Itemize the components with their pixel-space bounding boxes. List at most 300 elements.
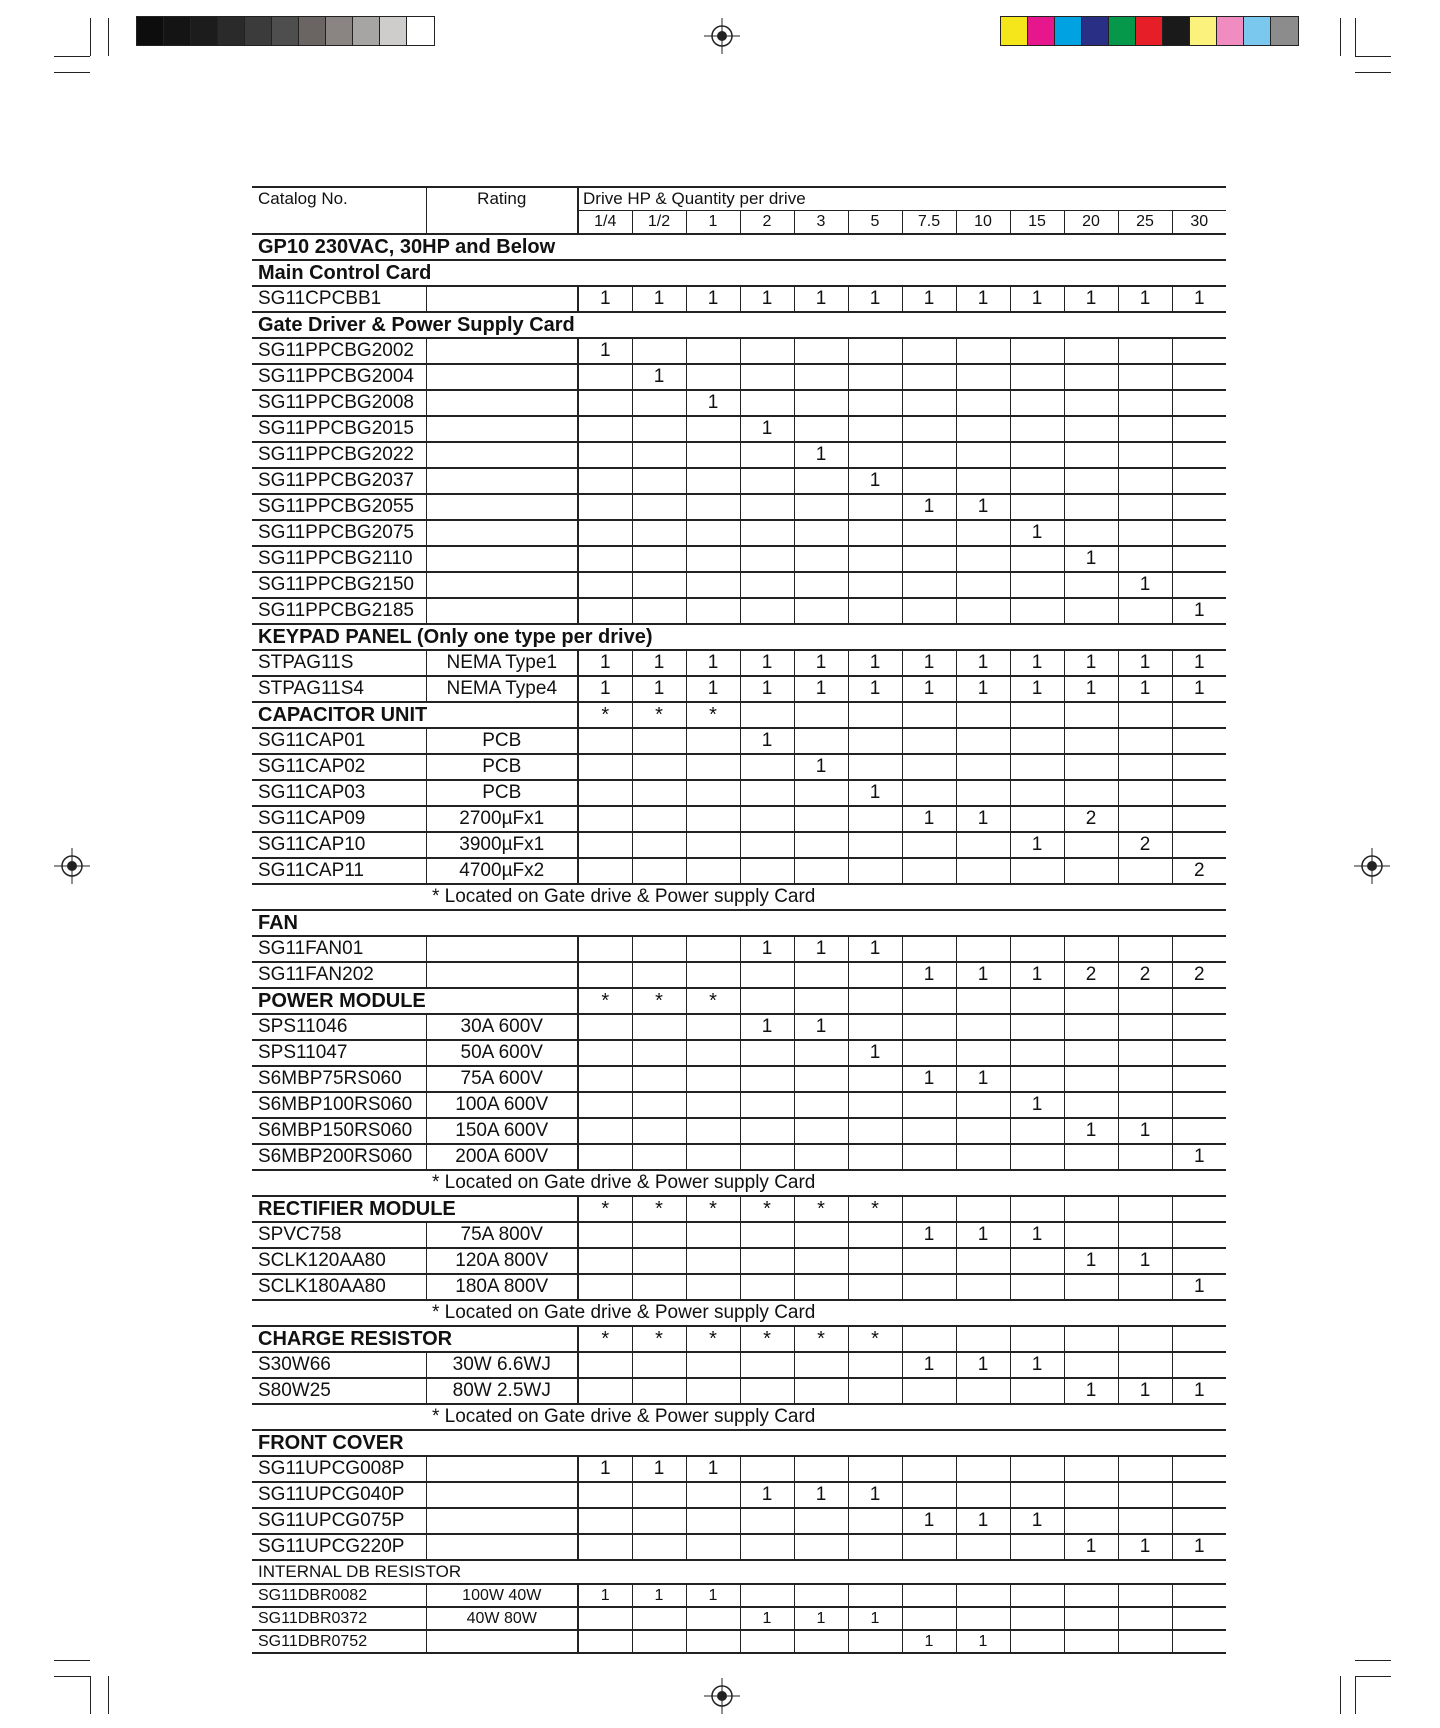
table-row [252, 468, 1226, 494]
quantity-cell: * [578, 1196, 632, 1222]
quantity-cell [632, 754, 686, 780]
quantity-cell [794, 1456, 848, 1482]
crop-mark [1355, 1660, 1391, 1661]
quantity-cell: 1 [1010, 1508, 1064, 1534]
crop-mark [54, 1676, 90, 1677]
quantity-cell [740, 442, 794, 468]
table-row [252, 1508, 1226, 1534]
quantity-cell: 1 [1064, 676, 1118, 702]
rating-cell [426, 988, 578, 1014]
table-row [252, 1274, 1226, 1300]
crop-mark [1355, 1676, 1391, 1677]
quantity-cell [1010, 1196, 1064, 1222]
catalog-number: SG11PPCBG2022 [252, 442, 426, 468]
quantity-cell [632, 1482, 686, 1508]
quantity-cell [1172, 754, 1226, 780]
quantity-cell [1172, 1607, 1226, 1630]
quantity-cell [794, 728, 848, 754]
catalog-number: S6MBP100RS060 [252, 1092, 426, 1118]
color-swatch [1271, 17, 1298, 45]
quantity-cell [740, 1534, 794, 1560]
quantity-cell [578, 1508, 632, 1534]
quantity-cell: 1 [902, 1630, 956, 1653]
rating-cell [426, 1508, 578, 1534]
quantity-cell [740, 858, 794, 884]
quantity-cell [1118, 416, 1172, 442]
quantity-cell [794, 780, 848, 806]
quantity-cell [1118, 702, 1172, 728]
color-swatch [1136, 17, 1163, 45]
catalog-number: SPVC758 [252, 1222, 426, 1248]
quantity-cell [686, 780, 740, 806]
quantity-cell [902, 780, 956, 806]
quantity-cell [848, 1508, 902, 1534]
catalog-number: SG11PPCBG2055 [252, 494, 426, 520]
quantity-cell: 2 [1064, 962, 1118, 988]
quantity-cell: 1 [902, 676, 956, 702]
section-title: INTERNAL DB RESISTOR [252, 1560, 1226, 1584]
section-row [252, 624, 1226, 650]
color-swatch [272, 17, 299, 45]
quantity-cell [956, 988, 1010, 1014]
quantity-cell [794, 364, 848, 390]
quantity-cell [902, 754, 956, 780]
quantity-cell [632, 780, 686, 806]
quantity-cell [956, 1092, 1010, 1118]
quantity-cell [632, 1092, 686, 1118]
quantity-cell [956, 1534, 1010, 1560]
quantity-cell [1010, 1248, 1064, 1274]
quantity-cell [794, 598, 848, 624]
quantity-cell [902, 1144, 956, 1170]
quantity-cell [578, 390, 632, 416]
quantity-cell [740, 780, 794, 806]
quantity-cell [956, 1274, 1010, 1300]
quantity-cell [902, 1040, 956, 1066]
section-title: CAPACITOR UNIT [252, 702, 426, 728]
quantity-cell [1118, 598, 1172, 624]
quantity-cell [956, 1040, 1010, 1066]
quantity-cell [848, 364, 902, 390]
quantity-cell [578, 1607, 632, 1630]
quantity-cell: 1 [1010, 650, 1064, 676]
quantity-cell: 1 [848, 676, 902, 702]
quantity-cell [1064, 754, 1118, 780]
quantity-cell [848, 754, 902, 780]
color-swatch [353, 17, 380, 45]
quantity-cell [848, 494, 902, 520]
quantity-cell [1010, 1274, 1064, 1300]
quantity-cell [794, 1584, 848, 1607]
quantity-cell [902, 988, 956, 1014]
quantity-cell: 1 [686, 1584, 740, 1607]
quantity-cell: 1 [1172, 598, 1226, 624]
section-row [252, 988, 1226, 1014]
quantity-cell [740, 1352, 794, 1378]
quantity-cell [902, 520, 956, 546]
catalog-number: SG11PPCBG2110 [252, 546, 426, 572]
table-row [252, 650, 1226, 676]
catalog-number: STPAG11S4 [252, 676, 426, 702]
quantity-cell [1064, 520, 1118, 546]
quantity-cell [848, 546, 902, 572]
quantity-cell: 1 [956, 1630, 1010, 1653]
section-row [252, 702, 1226, 728]
quantity-cell [578, 832, 632, 858]
quantity-cell [686, 598, 740, 624]
quantity-cell: 1 [578, 1456, 632, 1482]
quantity-cell [902, 1378, 956, 1404]
quantity-cell [794, 1066, 848, 1092]
quantity-cell [956, 1326, 1010, 1352]
quantity-cell [1172, 1630, 1226, 1653]
quantity-cell [794, 338, 848, 364]
table-row [252, 936, 1226, 962]
quantity-cell [632, 962, 686, 988]
quantity-cell [578, 598, 632, 624]
quantity-cell [1172, 1326, 1226, 1352]
footnote-row [252, 884, 1226, 910]
quantity-cell [794, 1508, 848, 1534]
quantity-cell [632, 390, 686, 416]
quantity-cell: 1 [1010, 832, 1064, 858]
catalog-number: SG11PPCBG2150 [252, 572, 426, 598]
quantity-cell [686, 468, 740, 494]
quantity-cell [848, 806, 902, 832]
quantity-cell [956, 338, 1010, 364]
quantity-cell [1118, 1014, 1172, 1040]
quantity-cell: 1 [632, 286, 686, 312]
catalog-number: SG11DBR0752 [252, 1630, 426, 1653]
rating-cell: 4700µFx2 [426, 858, 578, 884]
quantity-cell [848, 1352, 902, 1378]
quantity-cell [578, 546, 632, 572]
quantity-cell [848, 728, 902, 754]
quantity-cell [902, 702, 956, 728]
quantity-cell [740, 988, 794, 1014]
footnote-row [252, 1170, 1226, 1196]
quantity-cell [794, 1534, 848, 1560]
quantity-cell [1172, 1118, 1226, 1144]
table-row [252, 1482, 1226, 1508]
quantity-cell: 1 [632, 676, 686, 702]
footnote-spacer [252, 1170, 426, 1196]
quantity-cell [1172, 468, 1226, 494]
quantity-cell: 1 [794, 676, 848, 702]
quantity-cell [1064, 338, 1118, 364]
quantity-cell [1172, 1066, 1226, 1092]
rating-cell [426, 1534, 578, 1560]
crop-mark [108, 18, 109, 56]
quantity-cell [956, 416, 1010, 442]
color-swatch [1163, 17, 1190, 45]
quantity-cell [632, 1118, 686, 1144]
quantity-cell [956, 520, 1010, 546]
quantity-cell [956, 390, 1010, 416]
quantity-cell [794, 1092, 848, 1118]
quantity-cell: 1 [956, 1222, 1010, 1248]
quantity-cell: 1 [956, 806, 1010, 832]
rating-cell: 120A 800V [426, 1248, 578, 1274]
quantity-cell [578, 936, 632, 962]
quantity-cell [686, 1222, 740, 1248]
quantity-cell [956, 1014, 1010, 1040]
quantity-cell [632, 338, 686, 364]
quantity-cell: 1 [1064, 1248, 1118, 1274]
table-row [252, 494, 1226, 520]
quantity-cell [686, 1248, 740, 1274]
quantity-cell [740, 468, 794, 494]
rating-cell [426, 598, 578, 624]
quantity-cell [848, 1118, 902, 1144]
quantity-cell: 1 [1118, 1118, 1172, 1144]
quantity-cell [740, 1508, 794, 1534]
table-row [252, 754, 1226, 780]
quantity-cell [848, 1222, 902, 1248]
hp-column-header: 3 [794, 211, 848, 235]
quantity-cell [1010, 598, 1064, 624]
crop-mark [1340, 18, 1341, 56]
quantity-cell [1172, 806, 1226, 832]
quantity-cell [1064, 1326, 1118, 1352]
quantity-cell [1064, 364, 1118, 390]
quantity-cell [1172, 1040, 1226, 1066]
quantity-cell [848, 1014, 902, 1040]
quantity-cell [956, 1584, 1010, 1607]
quantity-cell [686, 546, 740, 572]
quantity-cell [740, 1378, 794, 1404]
quantity-cell: 1 [686, 650, 740, 676]
quantity-cell [578, 1534, 632, 1560]
quantity-cell [1064, 728, 1118, 754]
quantity-cell [740, 754, 794, 780]
quantity-cell [902, 1092, 956, 1118]
quantity-cell [632, 520, 686, 546]
quantity-cell [794, 416, 848, 442]
quantity-cell: 2 [1172, 962, 1226, 988]
quantity-cell [686, 364, 740, 390]
hp-column-header: 15 [1010, 211, 1064, 235]
quantity-cell [1010, 1630, 1064, 1653]
rating-cell: 75A 800V [426, 1222, 578, 1248]
catalog-number: SPS11047 [252, 1040, 426, 1066]
catalog-number: SG11CAP10 [252, 832, 426, 858]
crop-mark [1355, 72, 1391, 73]
quantity-cell [848, 598, 902, 624]
quantity-cell [956, 598, 1010, 624]
quantity-cell [686, 832, 740, 858]
quantity-cell [740, 1066, 794, 1092]
quantity-cell [902, 1584, 956, 1607]
quantity-cell [956, 1118, 1010, 1144]
hp-column-header: 20 [1064, 211, 1118, 235]
rating-cell [426, 1630, 578, 1653]
quantity-cell [794, 390, 848, 416]
quantity-cell [578, 728, 632, 754]
quantity-cell [1118, 806, 1172, 832]
color-swatch [1028, 17, 1055, 45]
quantity-cell [578, 962, 632, 988]
quantity-cell [1118, 546, 1172, 572]
quantity-cell [1010, 1326, 1064, 1352]
quantity-cell [578, 520, 632, 546]
quantity-cell [686, 494, 740, 520]
quantity-cell: 1 [578, 1584, 632, 1607]
rating-cell: PCB [426, 728, 578, 754]
footnote-spacer [252, 1300, 426, 1326]
quantity-cell: 1 [1172, 1274, 1226, 1300]
quantity-cell [632, 832, 686, 858]
quantity-cell [1010, 468, 1064, 494]
quantity-cell [740, 702, 794, 728]
table-row [252, 364, 1226, 390]
quantity-cell [1064, 1144, 1118, 1170]
quantity-cell [902, 1607, 956, 1630]
quantity-cell [902, 442, 956, 468]
quantity-cell [686, 962, 740, 988]
quantity-cell [794, 1248, 848, 1274]
rating-cell [426, 364, 578, 390]
quantity-cell [1118, 1482, 1172, 1508]
quantity-cell [686, 1274, 740, 1300]
quantity-cell [956, 754, 1010, 780]
quantity-cell [1010, 1456, 1064, 1482]
quantity-cell [578, 1222, 632, 1248]
quantity-cell [578, 1092, 632, 1118]
quantity-cell: 1 [1064, 1378, 1118, 1404]
crop-mark [54, 56, 90, 57]
rating-cell: 150A 600V [426, 1118, 578, 1144]
quantity-cell [848, 520, 902, 546]
table-row [252, 390, 1226, 416]
quantity-cell: 1 [956, 1508, 1010, 1534]
quantity-cell [1064, 936, 1118, 962]
color-swatch [1244, 17, 1271, 45]
quantity-cell [1064, 442, 1118, 468]
catalog-number: SCLK120AA80 [252, 1248, 426, 1274]
color-swatch [299, 17, 326, 45]
footnote-spacer [252, 1404, 426, 1430]
section-title: RECTIFIER MODULE [252, 1196, 426, 1222]
quantity-cell [1118, 1352, 1172, 1378]
quantity-cell [902, 1534, 956, 1560]
quantity-cell [1172, 1092, 1226, 1118]
rating-cell: NEMA Type4 [426, 676, 578, 702]
quantity-cell [902, 1118, 956, 1144]
quantity-cell: * [632, 988, 686, 1014]
quantity-cell: 1 [902, 286, 956, 312]
catalog-number: SG11PPCBG2002 [252, 338, 426, 364]
catalog-number: SG11UPCG220P [252, 1534, 426, 1560]
hp-column-header: 1/4 [578, 211, 632, 235]
quantity-cell [686, 1092, 740, 1118]
section-title: POWER MODULE [252, 988, 426, 1014]
quantity-cell [1172, 1222, 1226, 1248]
quantity-cell [956, 364, 1010, 390]
quantity-cell: 1 [1118, 676, 1172, 702]
table-row [252, 442, 1226, 468]
quantity-cell: 1 [902, 650, 956, 676]
footnote-text: * Located on Gate drive & Power supply Card [426, 1170, 1226, 1196]
quantity-cell [632, 546, 686, 572]
quantity-cell [902, 1014, 956, 1040]
quantity-cell [632, 1274, 686, 1300]
quantity-cell: 1 [632, 364, 686, 390]
hp-column-header: 7.5 [902, 211, 956, 235]
section-row [252, 910, 1226, 936]
quantity-cell [902, 546, 956, 572]
quantity-cell [1010, 1014, 1064, 1040]
quantity-cell [956, 442, 1010, 468]
hp-column-header: 1/2 [632, 211, 686, 235]
quantity-cell [1172, 520, 1226, 546]
quantity-cell [956, 1196, 1010, 1222]
table-row [252, 416, 1226, 442]
quantity-cell [686, 754, 740, 780]
parts-table-container [252, 186, 1226, 1654]
quantity-cell [740, 1144, 794, 1170]
quantity-cell [632, 728, 686, 754]
rating-cell: 30W 6.6WJ [426, 1352, 578, 1378]
quantity-cell [1172, 1196, 1226, 1222]
quantity-cell [1064, 988, 1118, 1014]
quantity-cell [1172, 1456, 1226, 1482]
quantity-cell [1172, 1508, 1226, 1534]
registration-mark-top [702, 16, 742, 56]
catalog-number: SG11UPCG075P [252, 1508, 426, 1534]
quantity-cell [1118, 728, 1172, 754]
quantity-cell [578, 1274, 632, 1300]
quantity-cell [740, 546, 794, 572]
quantity-cell [794, 546, 848, 572]
quantity-cell [1064, 1092, 1118, 1118]
catalog-number: S6MBP150RS060 [252, 1118, 426, 1144]
table-row [252, 598, 1226, 624]
rating-cell [426, 416, 578, 442]
table-row [252, 338, 1226, 364]
quantity-cell [794, 572, 848, 598]
rating-cell [426, 1456, 578, 1482]
footnote-text: * Located on Gate drive & Power supply Card [426, 884, 1226, 910]
quantity-cell: 1 [848, 468, 902, 494]
quantity-cell [902, 1482, 956, 1508]
quantity-cell [740, 806, 794, 832]
section-title: Main Control Card [252, 260, 1226, 286]
quantity-cell [1010, 442, 1064, 468]
quantity-cell [632, 572, 686, 598]
quantity-cell [1118, 1196, 1172, 1222]
quantity-cell [956, 1248, 1010, 1274]
quantity-cell [740, 1092, 794, 1118]
quantity-cell [1010, 1144, 1064, 1170]
crop-mark [1340, 1676, 1341, 1714]
quantity-cell [1172, 338, 1226, 364]
catalog-number: S6MBP200RS060 [252, 1144, 426, 1170]
catalog-number: SG11DBR0372 [252, 1607, 426, 1630]
quantity-cell: 1 [1172, 676, 1226, 702]
quantity-cell [1172, 1584, 1226, 1607]
quantity-cell [1064, 390, 1118, 416]
hp-column-header: 2 [740, 211, 794, 235]
quantity-cell: 1 [902, 962, 956, 988]
table-row [252, 1014, 1226, 1040]
quantity-cell [1064, 780, 1118, 806]
rating-cell: 3900µFx1 [426, 832, 578, 858]
quantity-cell: 1 [956, 650, 1010, 676]
quantity-cell [1064, 1040, 1118, 1066]
quantity-cell [686, 1040, 740, 1066]
quantity-cell: 1 [1010, 286, 1064, 312]
